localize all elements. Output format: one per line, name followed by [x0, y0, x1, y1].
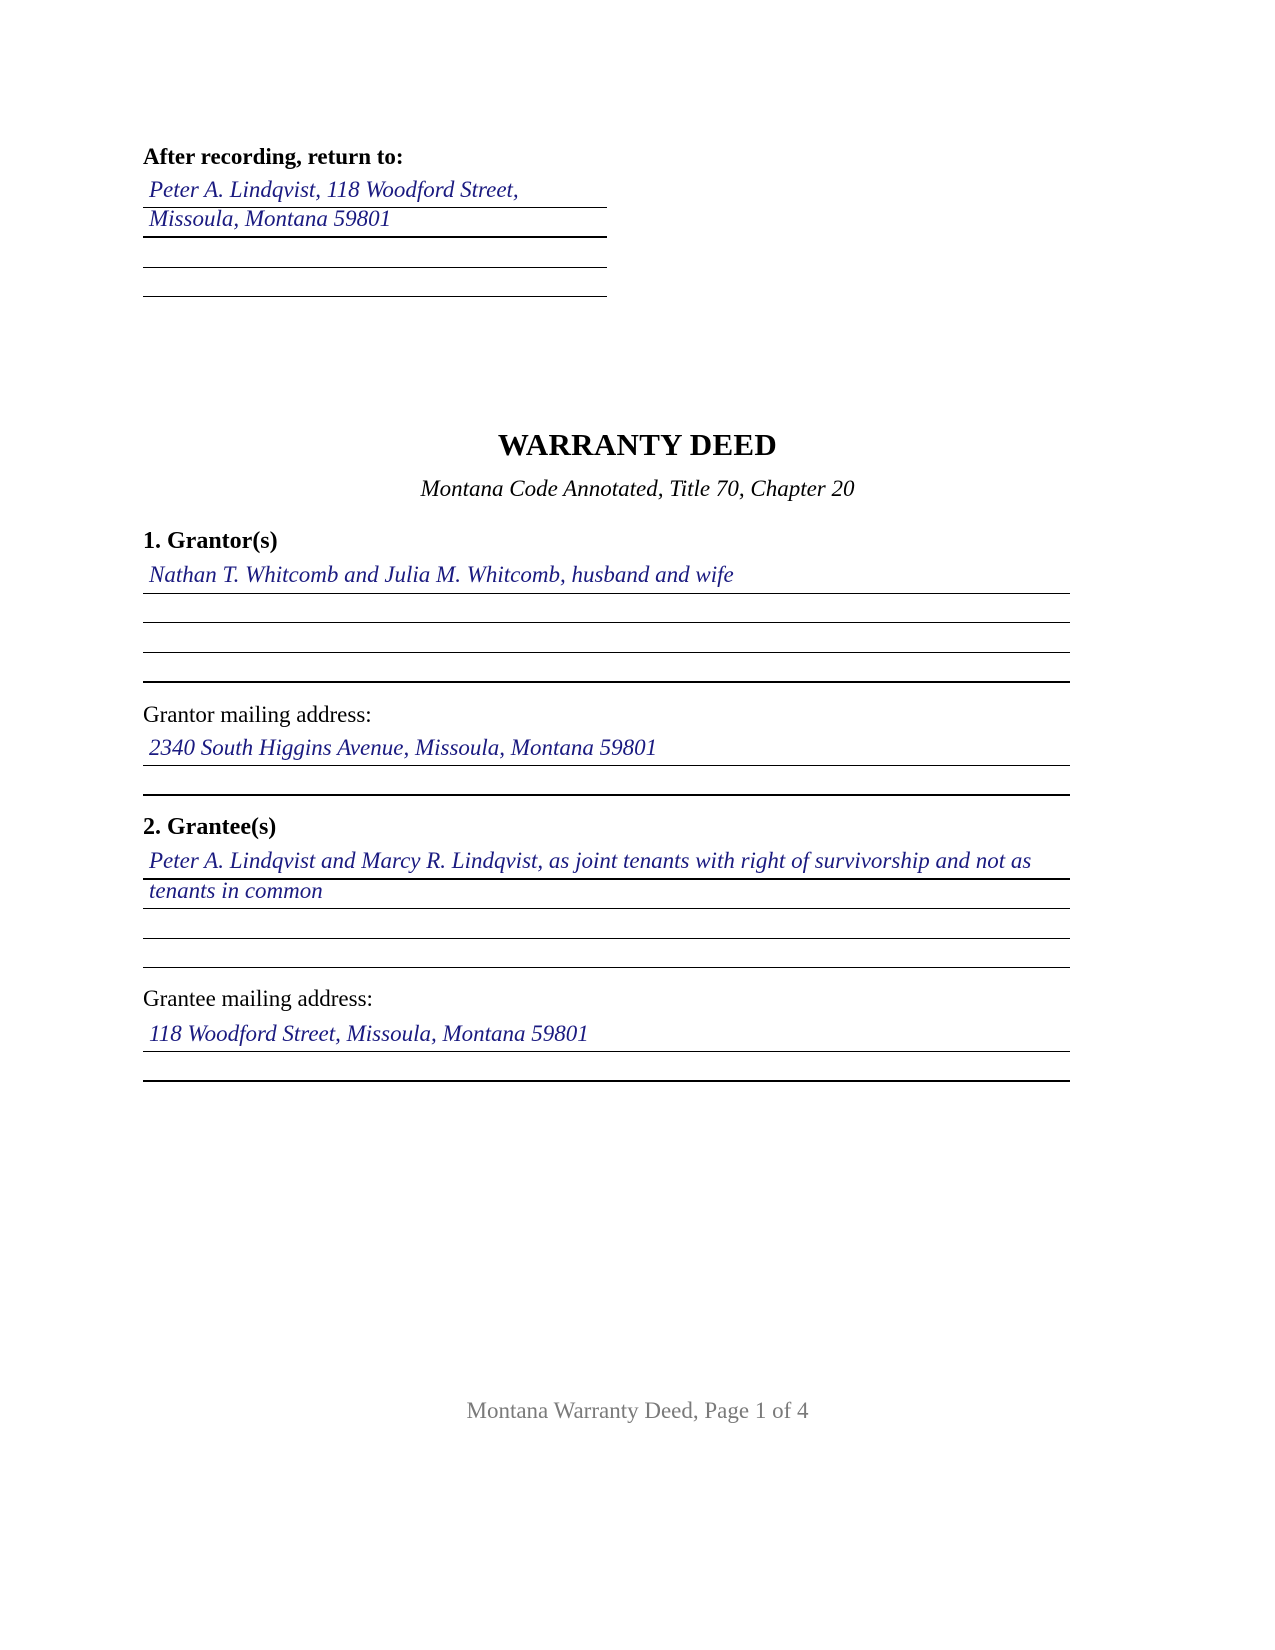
- grantee-address-rule-1: [143, 1051, 1070, 1052]
- grantor-address-line-1[interactable]: 2340 South Higgins Avenue, Missoula, Montana 59801: [149, 735, 658, 760]
- return-to-label: After recording, return to:: [143, 144, 404, 169]
- return-to-rule-2: [143, 236, 607, 238]
- grantee-rule-2: [143, 908, 1070, 909]
- grantee-address-label: Grantee mailing address:: [143, 986, 373, 1011]
- grantee-rule-3: [143, 938, 1070, 939]
- grantee-address-rule-2: [143, 1080, 1070, 1082]
- grantee-line-1[interactable]: Peter A. Lindqvist and Marcy R. Lindqvist, as joint tenants with right of survivorship and not as: [149, 848, 1032, 873]
- grantor-rule-1: [143, 593, 1070, 594]
- grantor-rule-3: [143, 652, 1070, 653]
- page-footer: Montana Warranty Deed, Page 1 of 4: [466, 1398, 809, 1423]
- grantee-line-2[interactable]: tenants in common: [149, 878, 323, 903]
- grantor-address-rule-1: [143, 765, 1070, 766]
- document-title: WARRANTY DEED: [497, 427, 778, 462]
- return-to-rule-4: [143, 296, 607, 297]
- document-subtitle: Montana Code Annotated, Title 70, Chapter 20: [420, 476, 855, 501]
- grantee-rule-4: [143, 967, 1070, 968]
- return-to-line-2[interactable]: Missoula, Montana 59801: [149, 206, 392, 231]
- grantor-rule-2: [143, 622, 1070, 623]
- grantor-address-rule-2: [143, 794, 1070, 796]
- grantor-address-label: Grantor mailing address:: [143, 702, 372, 727]
- grantor-heading: 1. Grantor(s): [143, 528, 278, 554]
- grantor-rule-4: [143, 681, 1070, 683]
- grantee-address-line-1[interactable]: 118 Woodford Street, Missoula, Montana 59801: [149, 1021, 589, 1046]
- grantee-heading: 2. Grantee(s): [143, 814, 277, 840]
- return-to-rule-3: [143, 267, 607, 268]
- grantor-line-1[interactable]: Nathan T. Whitcomb and Julia M. Whitcomb, husband and wife: [149, 562, 734, 587]
- return-to-line-1[interactable]: Peter A. Lindqvist, 118 Woodford Street,: [149, 177, 519, 202]
